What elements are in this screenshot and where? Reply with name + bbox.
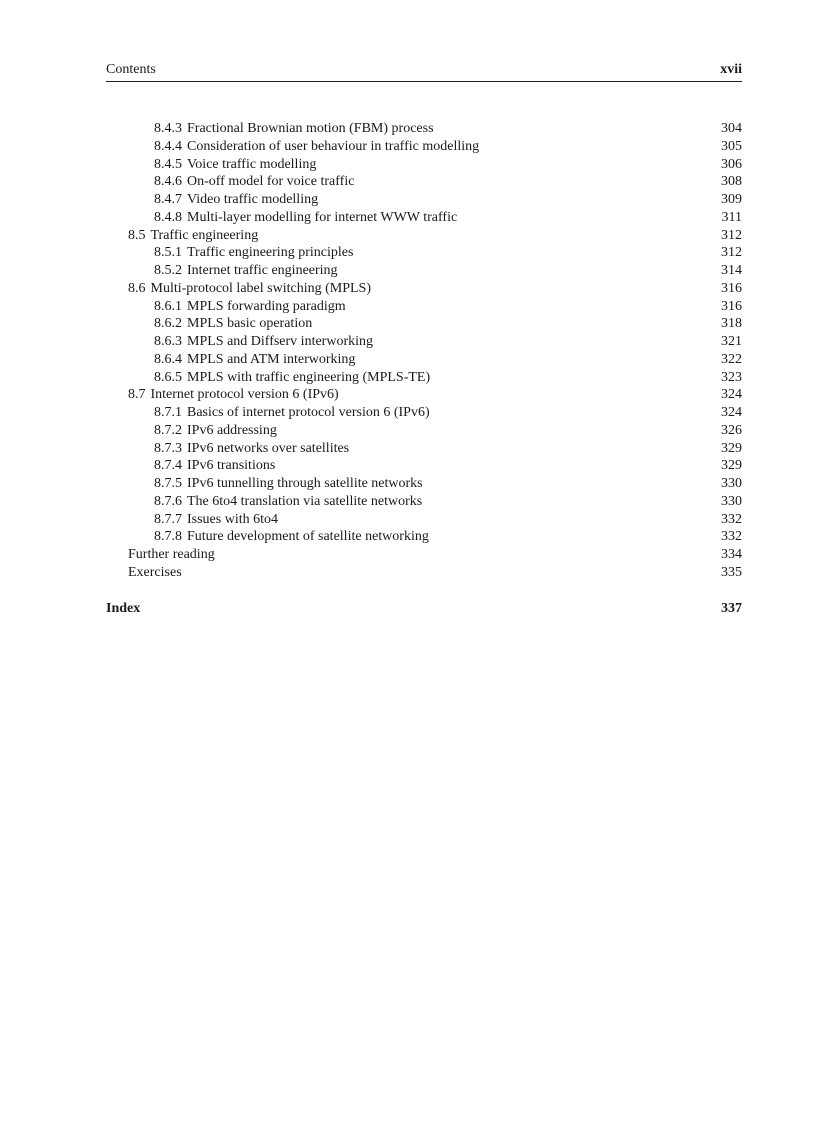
toc-section-title: The 6to4 translation via satellite networks [187,493,423,509]
toc-entry[interactable] [106,546,742,564]
toc-section-title: Traffic engineering [150,227,259,243]
toc-entry[interactable] [106,227,742,245]
toc-section-title: MPLS forwarding paradigm [187,298,346,314]
toc-section-number: 8.4.6 [154,174,182,190]
toc-section-title: IPv6 addressing [187,422,277,438]
toc-entry-text [154,333,373,351]
toc-section-title: Future development of satellite networking [187,529,429,545]
toc-section-title: MPLS with traffic engineering (MPLS-TE) [187,369,431,385]
toc-section-title: Issues with 6to4 [187,511,278,527]
toc-entry-text [154,156,316,174]
running-header [106,61,742,82]
toc-section-title: Basics of internet protocol version 6 (IPv6) [187,405,430,420]
toc-section-number: 8.5 [128,227,146,243]
toc-page-number: 335 [721,564,742,580]
toc-page-number: 306 [721,156,742,172]
toc-page-number: 322 [721,351,742,367]
header-page-number: xvii [720,62,742,77]
toc-entry-text [154,191,318,209]
toc-entry-text [154,209,457,227]
toc-page-number: 321 [721,334,742,349]
toc-page-number: 330 [721,476,742,491]
toc-entry-text [154,120,434,138]
toc-section-number: 8.7 [128,387,146,403]
toc-entry-text [154,457,275,475]
toc-entry[interactable] [106,191,742,209]
table-of-contents [106,120,742,582]
toc-entry[interactable] [106,422,742,440]
toc-section-title: IPv6 tunnelling through satellite networks [187,476,423,491]
toc-entry[interactable] [106,369,742,387]
toc-entry-text [128,546,215,564]
toc-entry-text [154,351,355,369]
toc-section-title: Consideration of user behaviour in traffic modelling [187,138,480,154]
toc-entry[interactable] [106,262,742,280]
toc-entry[interactable] [106,120,742,138]
toc-page-number: 329 [721,440,742,456]
toc-entry[interactable] [106,209,742,227]
toc-entry-text [154,369,430,387]
toc-page-number: 330 [721,493,742,509]
toc-section-number: 8.7.7 [154,511,182,527]
toc-section-title: Internet traffic engineering [187,263,338,278]
toc-section-title: Further reading [128,547,215,562]
toc-section-title: Multi-protocol label switching (MPLS) [150,280,371,296]
toc-index-entry[interactable] [106,600,742,618]
toc-section-title: Video traffic modelling [187,192,319,207]
toc-entry-text [128,564,182,582]
toc-entry[interactable] [106,298,742,316]
toc-section-title: Multi-layer modelling for internet WWW traffic [187,209,458,225]
toc-entry-text [154,511,278,529]
toc-entry[interactable] [106,493,742,511]
toc-section-number: 8.6.1 [154,298,182,314]
toc-section-number: 8.7.8 [154,529,182,545]
toc-entry-text [154,475,423,493]
toc-section-number: 8.6.5 [154,369,182,385]
index-label: Index [106,601,141,616]
toc-page-number: 308 [721,174,742,190]
toc-section-title: IPv6 networks over satellites [187,440,350,456]
toc-entry[interactable] [106,156,742,174]
toc-section-number: 8.7.2 [154,422,182,438]
toc-page-number: 332 [721,529,742,545]
toc-entry[interactable] [106,244,742,262]
toc-entry-text [128,386,339,404]
toc-page-number: 312 [721,227,742,243]
toc-section-number: 8.7.6 [154,493,182,509]
toc-entry[interactable] [106,528,742,546]
toc-section-number: 8.7.4 [154,458,182,474]
toc-page-number: 305 [721,138,742,154]
toc-page-number: 326 [721,422,742,438]
toc-entry-text [154,404,430,422]
toc-page-number: 324 [721,387,742,403]
toc-entry[interactable] [106,404,742,422]
toc-entry[interactable] [106,138,742,156]
toc-section-number: 8.4.4 [154,138,182,154]
toc-entry[interactable] [106,475,742,493]
toc-section-title: Exercises [128,564,182,580]
toc-entry-text [154,138,479,156]
toc-entry-text [154,315,312,333]
toc-section-title: Fractional Brownian motion (FBM) process [187,121,434,136]
toc-entry-text [154,244,353,262]
toc-section-number: 8.4.3 [154,121,182,136]
toc-entry-text [154,440,349,458]
toc-page-number: 334 [721,547,742,562]
toc-page-number: 329 [721,458,742,474]
header-section-title: Contents [106,62,156,77]
toc-section-number: 8.6.2 [154,316,182,332]
toc-section-title: MPLS and Diffserv interworking [187,334,373,349]
toc-page-number: 309 [721,192,742,207]
toc-page-number: 318 [721,316,742,332]
toc-entry-text [154,262,338,280]
toc-section-number: 8.7.5 [154,476,182,491]
toc-entry[interactable] [106,440,742,458]
toc-section-title: On-off model for voice traffic [187,174,355,190]
toc-entry-text [154,528,429,546]
toc-section-title: MPLS and ATM interworking [187,351,356,367]
toc-section-number: 8.4.5 [154,156,182,172]
toc-entry[interactable] [106,280,742,298]
toc-entry-text [128,280,371,298]
toc-section-number: 8.6.3 [154,334,182,349]
toc-page-number: 332 [721,511,742,527]
toc-page-number: 316 [721,298,742,314]
toc-page-number: 312 [721,245,742,261]
toc-section-title: Voice traffic modelling [187,156,317,172]
toc-section-number: 8.7.3 [154,440,182,456]
toc-entry-text [154,298,346,316]
toc-entry[interactable] [106,511,742,529]
toc-page-number: 324 [721,405,742,420]
toc-entry[interactable] [106,564,742,582]
toc-section-number: 8.5.1 [154,245,182,261]
toc-entry[interactable] [106,386,742,404]
toc-entry[interactable] [106,351,742,369]
toc-section-number: 8.7.1 [154,405,182,420]
toc-entry-text [154,173,354,191]
toc-entry[interactable] [106,333,742,351]
toc-entry[interactable] [106,173,742,191]
index-page-number: 337 [721,601,742,616]
toc-section-title: Internet protocol version 6 (IPv6) [150,387,339,403]
toc-page-number: 304 [721,121,742,136]
toc-section-title: Traffic engineering principles [187,245,354,261]
toc-page-number: 323 [721,369,742,385]
toc-entry-text [154,422,277,440]
toc-section-number: 8.4.8 [154,209,182,225]
toc-section-title: IPv6 transitions [187,458,276,474]
toc-section-number: 8.5.2 [154,263,182,278]
toc-page-number: 316 [721,280,742,296]
toc-section-number: 8.4.7 [154,192,182,207]
toc-page-number: 311 [721,209,742,225]
toc-entry-text [128,227,258,245]
toc-entry[interactable] [106,315,742,333]
toc-entry-text [154,493,422,511]
toc-section-title: MPLS basic operation [187,316,313,332]
toc-page-number: 314 [721,263,742,278]
toc-entry[interactable] [106,457,742,475]
toc-section-number: 8.6.4 [154,351,182,367]
toc-section-number: 8.6 [128,280,146,296]
